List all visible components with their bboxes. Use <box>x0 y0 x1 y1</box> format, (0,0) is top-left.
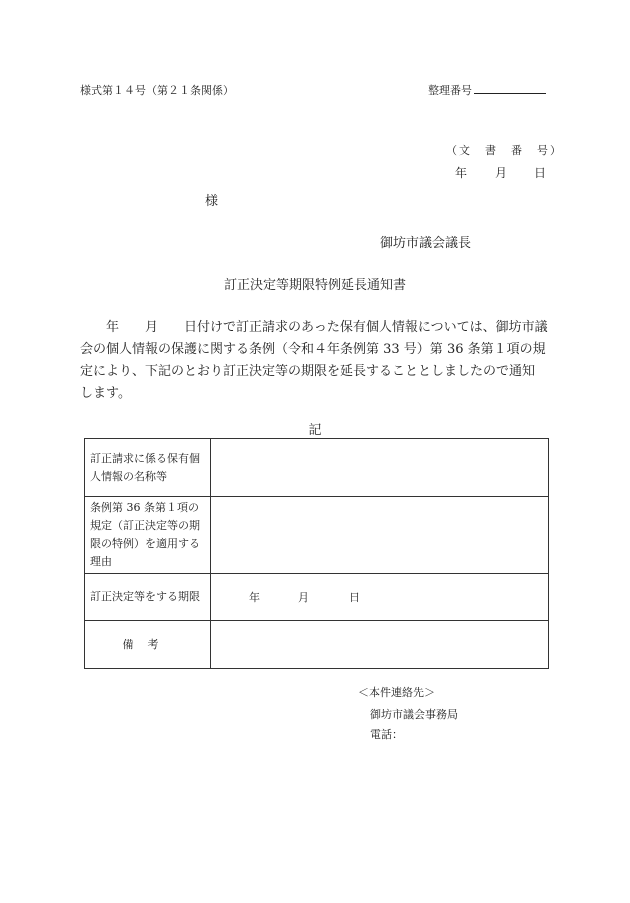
value-cell[interactable] <box>211 439 549 497</box>
reference-number-label: 整理番号 <box>428 84 472 97</box>
contact-phone: 電話： <box>370 728 403 741</box>
contact-heading: ＜本件連絡先＞ <box>358 686 435 699</box>
form-number: 様式第１４号（第２１条関係） <box>80 84 234 97</box>
table-row <box>85 439 549 497</box>
date-month: 月 <box>495 166 508 180</box>
body-line: します。 <box>80 386 131 401</box>
table-row <box>85 497 549 574</box>
deadline-day: 日 <box>349 591 360 604</box>
document-number: （文 書 番 号） <box>446 144 563 157</box>
body-line: 定により、下記のとおり訂正決定等の期限を延長することとしましたので通知 <box>80 364 536 379</box>
date-year: 年 <box>455 166 468 180</box>
body-text <box>80 317 552 405</box>
table-row <box>85 574 549 621</box>
deadline-month: 月 <box>298 591 309 604</box>
value-cell[interactable] <box>211 621 549 669</box>
reference-number-blank <box>474 93 546 94</box>
document-title: 訂正決定等期限特例延長通知書 <box>223 278 406 293</box>
table-row <box>85 621 549 669</box>
sender: 御坊市議会議長 <box>380 236 472 251</box>
contact-office: 御坊市議会事務局 <box>370 708 458 721</box>
row-label: 条例第 36 条第１項の規定（訂正決定等の期限の特例）を適用する理由 <box>85 497 211 574</box>
ki-heading: 記 <box>308 423 322 438</box>
date-day: 日 <box>534 166 547 180</box>
details-table <box>84 438 549 669</box>
row-label: 訂正請求に係る保有個人情報の名称等 <box>85 439 211 497</box>
deadline-date-cell[interactable] <box>211 574 549 621</box>
deadline-year: 年 <box>249 591 260 604</box>
body-line: 年 月 日付けで訂正請求のあった保有個人情報については、御坊市議 <box>106 320 548 335</box>
addressee-suffix: 様 <box>205 194 219 209</box>
row-label: 訂正決定等をする期限 <box>85 574 211 621</box>
value-cell[interactable] <box>211 497 549 574</box>
row-label: 備考 <box>85 621 211 669</box>
body-line: 会の個人情報の保護に関する条例（令和４年条例第 33 号）第 36 条第１項の規 <box>80 342 546 357</box>
